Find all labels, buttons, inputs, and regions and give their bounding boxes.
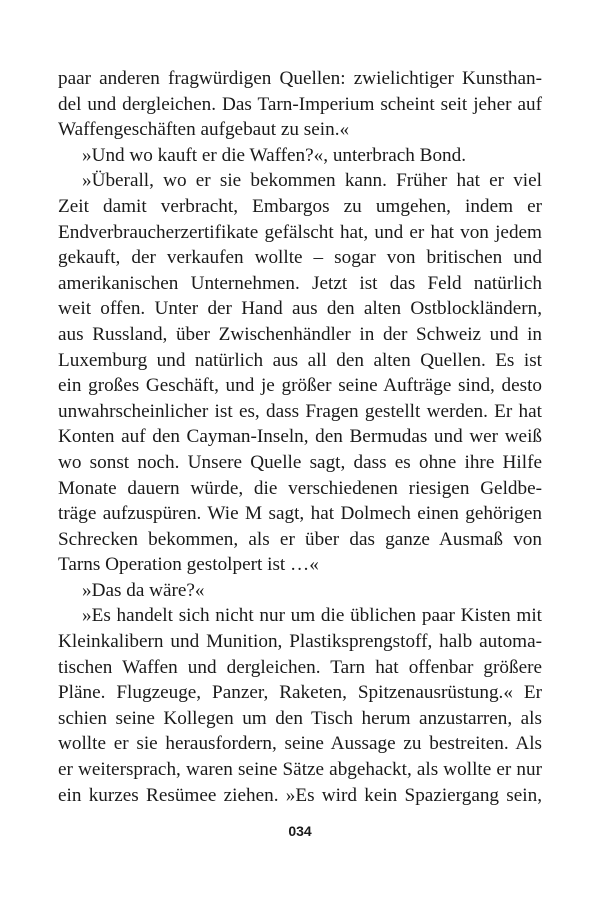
text-line: ein kurzes Resümee ziehen. »Es wird kein Spaziergang sein, xyxy=(58,784,542,806)
text-line: Zeit damit verbracht, Embargos zu umgehen, indem er xyxy=(58,195,542,217)
text-line: unwahrscheinlicher ist es, dass Fragen gestellt werden. Er hat xyxy=(58,400,542,422)
text-line: schien seine Kollegen um den Tisch herum anzustarren, als xyxy=(58,707,542,729)
text-line: Schrecken bekommen, als er über das ganze Ausmaß von xyxy=(58,528,542,550)
text-line: paar anderen fragwürdigen Quellen: zwielichtiger Kunsthan- xyxy=(58,68,542,89)
text-line: Konten auf den Cayman-Inseln, den Bermudas und wer weiß xyxy=(58,426,542,448)
text-line: »Überall, wo er sie bekommen kann. Früher hat er viel xyxy=(82,170,542,192)
text-line: »Das da wäre?« xyxy=(82,579,205,601)
text-line: Luxemburg und natürlich aus all den alten Quellen. Es ist xyxy=(58,349,542,371)
text-line: weit offen. Unter der Hand aus den alten Ostblockländern, xyxy=(58,298,542,320)
text-line: tischen Waffen und dergleichen. Tarn hat offenbar größere xyxy=(58,656,542,678)
text-line: »Und wo kauft er die Waffen?«, unterbrach Bond. xyxy=(82,144,467,166)
text-line: aus Russland, über Zwischenhändler in der Schweiz und in xyxy=(58,323,542,345)
text-line: Monate dauern würde, die verschiedenen riesigen Geldbe- xyxy=(58,477,542,499)
text-line: gekauft, der verkaufen wollte – sogar von britischen und xyxy=(58,247,542,269)
text-line: wollte er sie herausfordern, seine Aussage zu bestreiten. Als xyxy=(58,733,542,755)
text-line: Pläne. Flugzeuge, Panzer, Raketen, Spitzenausrüstung.« Er xyxy=(58,682,542,704)
text-line: Endverbraucherzertifikate gefälscht hat, und er hat von jedem xyxy=(58,221,542,243)
text-line: del und dergleichen. Das Tarn-Imperium scheint seit jeher auf xyxy=(58,93,542,115)
text-line: Waffengeschäften aufgebaut zu sein.« xyxy=(58,119,350,141)
book-page-text xyxy=(58,66,542,808)
text-line: wo sonst noch. Unsere Quelle sagt, dass es ohne ihre Hilfe xyxy=(58,451,542,473)
text-line: er weitersprach, waren seine Sätze abgehackt, als wollte er nur xyxy=(58,759,542,781)
text-line: ein großes Geschäft, und je größer seine Aufträge sind, desto xyxy=(58,375,542,397)
page-number: 034 xyxy=(288,823,312,839)
text-line: »Es handelt sich nicht nur um die üblichen paar Kisten mit xyxy=(82,605,542,627)
text-line: Kleinkalibern und Munition, Plastiksprengstoff, halb automa- xyxy=(58,631,542,653)
text-line: Tarns Operation gestolpert ist …« xyxy=(58,554,319,576)
text-line: träge aufzuspüren. Wie M sagt, hat Dolmech einen gehörigen xyxy=(58,503,542,525)
text-line: amerikanischen Unternehmen. Jetzt ist das Feld natürlich xyxy=(58,272,542,294)
